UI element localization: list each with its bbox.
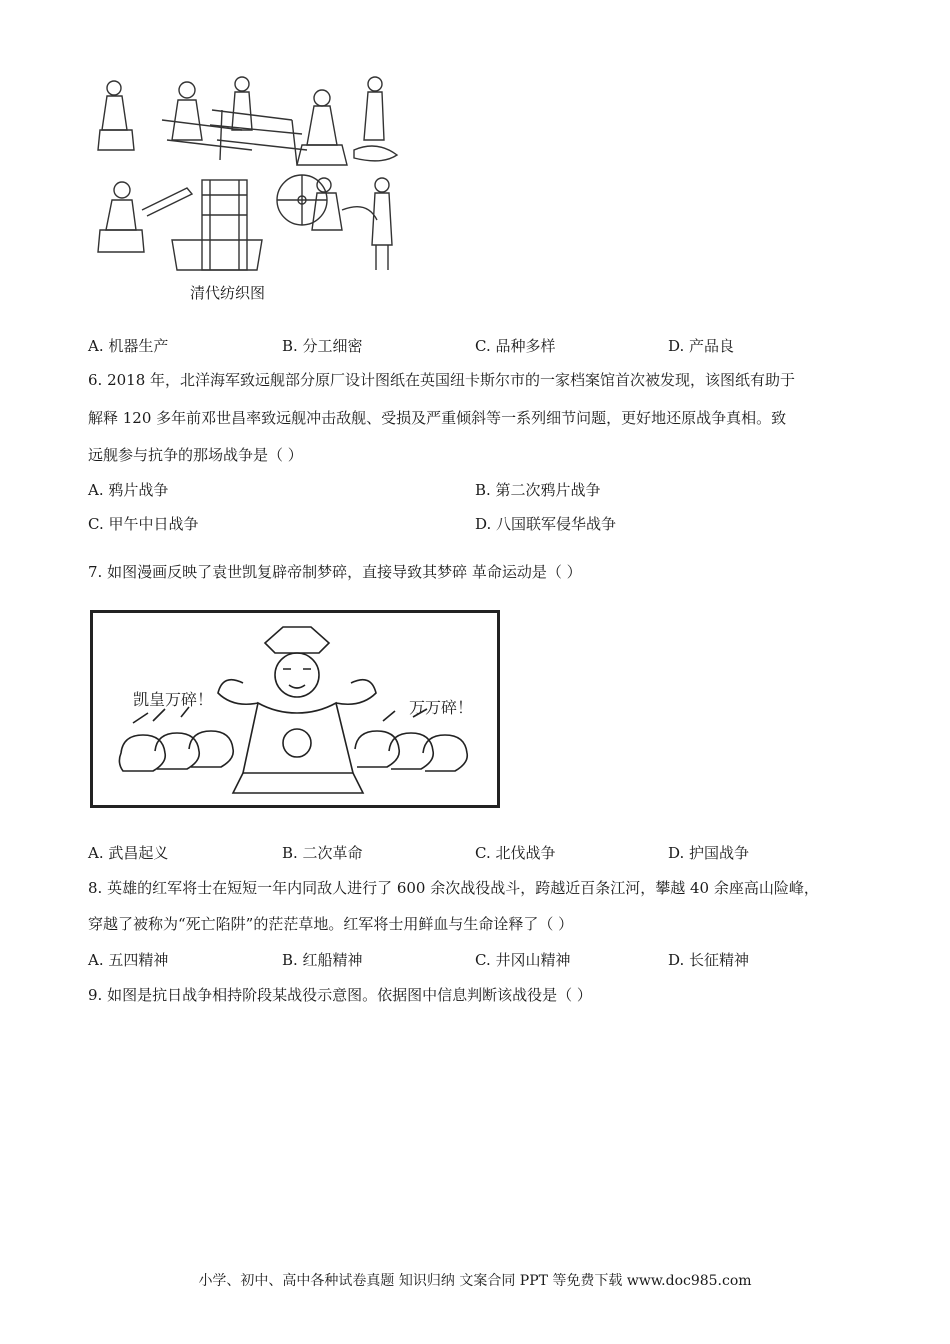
q8-option-d: D. 长征精神: [668, 951, 750, 969]
q7-stem: 7. 如图漫画反映了袁世凯复辟帝制梦碎，直接导致其梦碎 革命运动是（ ）: [88, 563, 582, 581]
page-footer: 小学、初中、高中各种试卷真题 知识归纳 文案合同 PPT 等免费下载 www.doc985.com: [198, 1273, 752, 1289]
q7-option-d: D. 护国战争: [668, 844, 750, 862]
q6-stem-line-3: 远舰参与抗争的那场战争是（ ）: [88, 446, 303, 464]
q6-stem-line-2: 解释 120 多年前邓世昌率致远舰冲击敌舰、受损及严重倾斜等一系列细节问题，更好地还原战争真相。致: [88, 409, 787, 427]
q5-option-c: C. 品种多样: [475, 337, 556, 355]
q8-option-a: A. 五四精神: [88, 951, 169, 969]
qing-textile-illustration: [92, 70, 412, 310]
q7-option-b: B. 二次革命: [282, 844, 363, 862]
q6-option-c: C. 甲午中日战争: [88, 515, 199, 533]
q8-stem-line-2: 穿越了被称为“死亡陷阱”的茫茫草地。红军将士用鲜血与生命诠释了（ ）: [88, 915, 574, 933]
yuan-shikai-cartoon: [90, 610, 500, 808]
q7-option-a: A. 武昌起义: [88, 844, 169, 862]
q5-option-d: D. 产品良: [668, 337, 735, 355]
q7-option-c: C. 北伐战争: [475, 844, 556, 862]
q5-option-b: B. 分工细密: [282, 337, 363, 355]
cartoon-left-caption: 凯皇万碎！: [133, 690, 214, 709]
q6-option-d: D. 八国联军侵华战争: [475, 515, 617, 533]
cartoon-right-caption: 万万碎！: [409, 698, 474, 717]
q6-stem-line-1: 6. 2018 年，北洋海军致远舰部分原厂设计图纸在英国纽卡斯尔市的一家档案馆首次被发现，该图纸有助于: [88, 371, 796, 389]
q8-stem-line-1: 8. 英雄的红军将士在短短一年内同敌人进行了 600 余次战役战斗，跨越近百条江河，攀越 40 余座高山险峰，: [88, 879, 819, 897]
figure1-caption: 清代纺织图: [190, 284, 266, 302]
q9-stem: 9. 如图是抗日战争相持阶段某战役示意图。依据图中信息判断该战役是（ ）: [88, 986, 592, 1004]
q8-option-c: C. 井冈山精神: [475, 951, 571, 969]
q5-option-a: A. 机器生产: [88, 337, 169, 355]
q6-option-a: A. 鸦片战争: [88, 481, 169, 499]
q8-option-b: B. 红船精神: [282, 951, 363, 969]
q6-option-b: B. 第二次鸦片战争: [475, 481, 601, 499]
